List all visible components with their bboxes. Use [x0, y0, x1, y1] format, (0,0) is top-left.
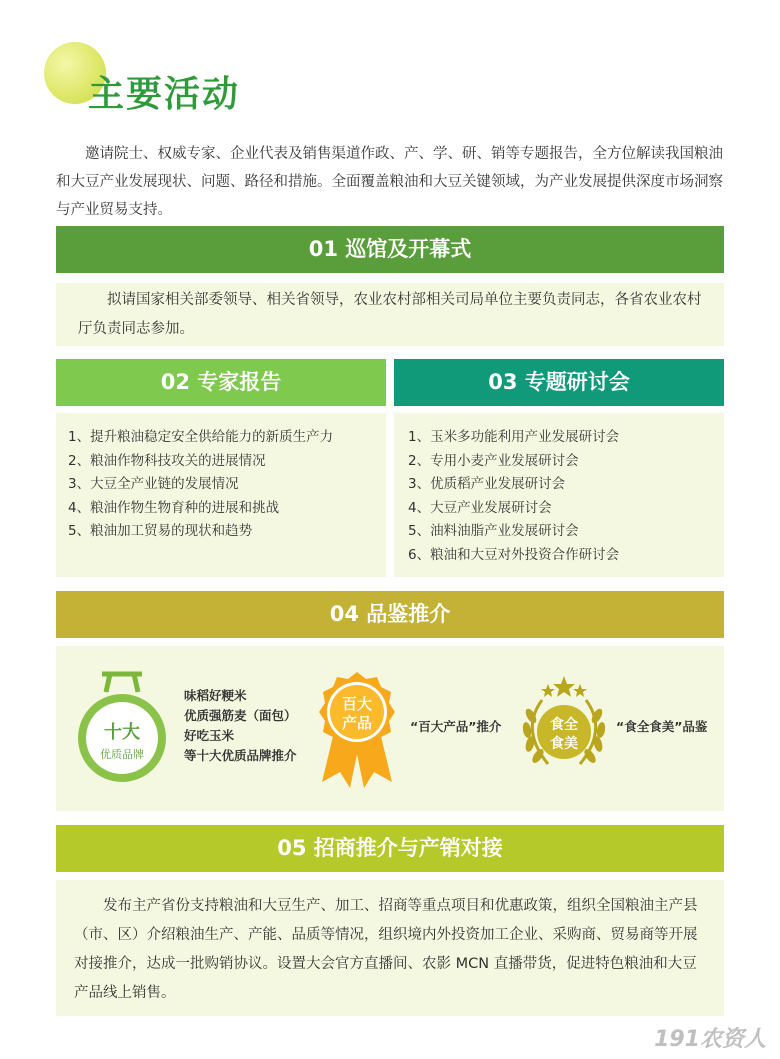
- list-item: 3、大豆全产业链的发展情况: [68, 476, 239, 493]
- page-title: 主要活动: [88, 74, 241, 115]
- badge2-line1: 百大: [341, 695, 373, 713]
- list-item: 5、粮油加工贸易的现状和趋势: [68, 523, 253, 540]
- list-item: 4、大豆产业发展研讨会: [408, 499, 552, 516]
- section03-title: 03 专题研讨会: [488, 370, 630, 394]
- badge2-line2: 产品: [341, 714, 373, 732]
- list-item: 2、粮油作物科技攻关的进展情况: [68, 452, 266, 469]
- section01-title: 01 巡馆及开幕式: [308, 237, 472, 261]
- badge3-line1: 食全: [550, 717, 578, 733]
- badge3-line2: 食美: [550, 736, 578, 752]
- watermark-logo: 191农资人: [654, 1027, 766, 1052]
- section01-panel: [56, 283, 724, 346]
- seminar-list: [408, 426, 710, 568]
- list-item: 6、粮油和大豆对外投资合作研讨会: [408, 546, 620, 563]
- section03-header: [394, 359, 724, 406]
- badge1-desc-line: 好吃玉米: [184, 728, 235, 743]
- section02-panel: [56, 413, 386, 577]
- section05-header: [56, 825, 724, 872]
- section04-panel: [56, 646, 724, 811]
- badge1-desc-line: 味稻好粳米: [184, 688, 247, 703]
- list-item: 1、提升粮油稳定安全供给能力的新质生产力: [68, 429, 334, 445]
- food-laurel-wreath-icon: [514, 672, 614, 776]
- section05-text: 发布主产省份支持粮油和大豆生产、加工、招商等重点项目和优惠政策，组织全国粮油主产县（市、区）介绍粮油生产、产能、品质等情况，组织境内外投资加工企业、采购商、贸易商等开展对接推介，达成一批购销协议。设置大会官方直播间、农影 MCN 直播带货，促进特色粮油和大豆产品线上销售。: [74, 898, 698, 1001]
- section03-panel: [394, 413, 724, 577]
- section02-title: 02 专家报告: [160, 370, 282, 394]
- section04-title: 04 品鉴推介: [329, 602, 451, 626]
- section05-panel: [56, 880, 724, 1016]
- badge3-desc: “食全食美”品鉴: [616, 719, 708, 734]
- hundred-products-medal-icon: [314, 670, 400, 790]
- expert-report-list: [68, 426, 374, 544]
- badge1-desc-line: 优质强筋麦（面包）: [184, 708, 297, 723]
- top-ten-brand-badge-icon: [76, 666, 168, 786]
- badge1-line2: 优质品牌: [100, 748, 144, 761]
- list-item: 4、粮油作物生物育种的进展和挑战: [68, 499, 280, 516]
- list-item: 5、油料油脂产业发展研讨会: [408, 523, 579, 540]
- list-item: 3、优质稻产业发展研讨会: [408, 476, 566, 493]
- section05-title: 05 招商推介与产销对接: [277, 836, 503, 860]
- badge1-desc-line: 等十大优质品牌推介: [184, 748, 297, 763]
- badge1-desc: [184, 686, 297, 766]
- badge1-line1: 十大: [104, 722, 140, 743]
- intro-paragraph: 邀请院士、权威专家、企业代表及销售渠道作政、产、学、研、销等专题报告，全方位解读我国粮油和大豆产业发展现状、问题、路径和措施。全面覆盖粮油和大豆关键领域，为产业发展提供深度市场洞察与产业贸易支持。: [56, 146, 723, 218]
- section02-header: [56, 359, 386, 406]
- list-item: 1、玉米多功能利用产业发展研讨会: [408, 429, 620, 445]
- section01-text: 拟请国家相关部委领导、相关省领导，农业农村部相关司局单位主要负责同志，各省农业农村厅负责同志参加。: [78, 292, 702, 337]
- badge2-desc: “百大产品”推介: [410, 719, 502, 734]
- list-item: 2、专用小麦产业发展研讨会: [408, 452, 579, 469]
- section04-header: [56, 591, 724, 638]
- section01-header: [56, 226, 724, 273]
